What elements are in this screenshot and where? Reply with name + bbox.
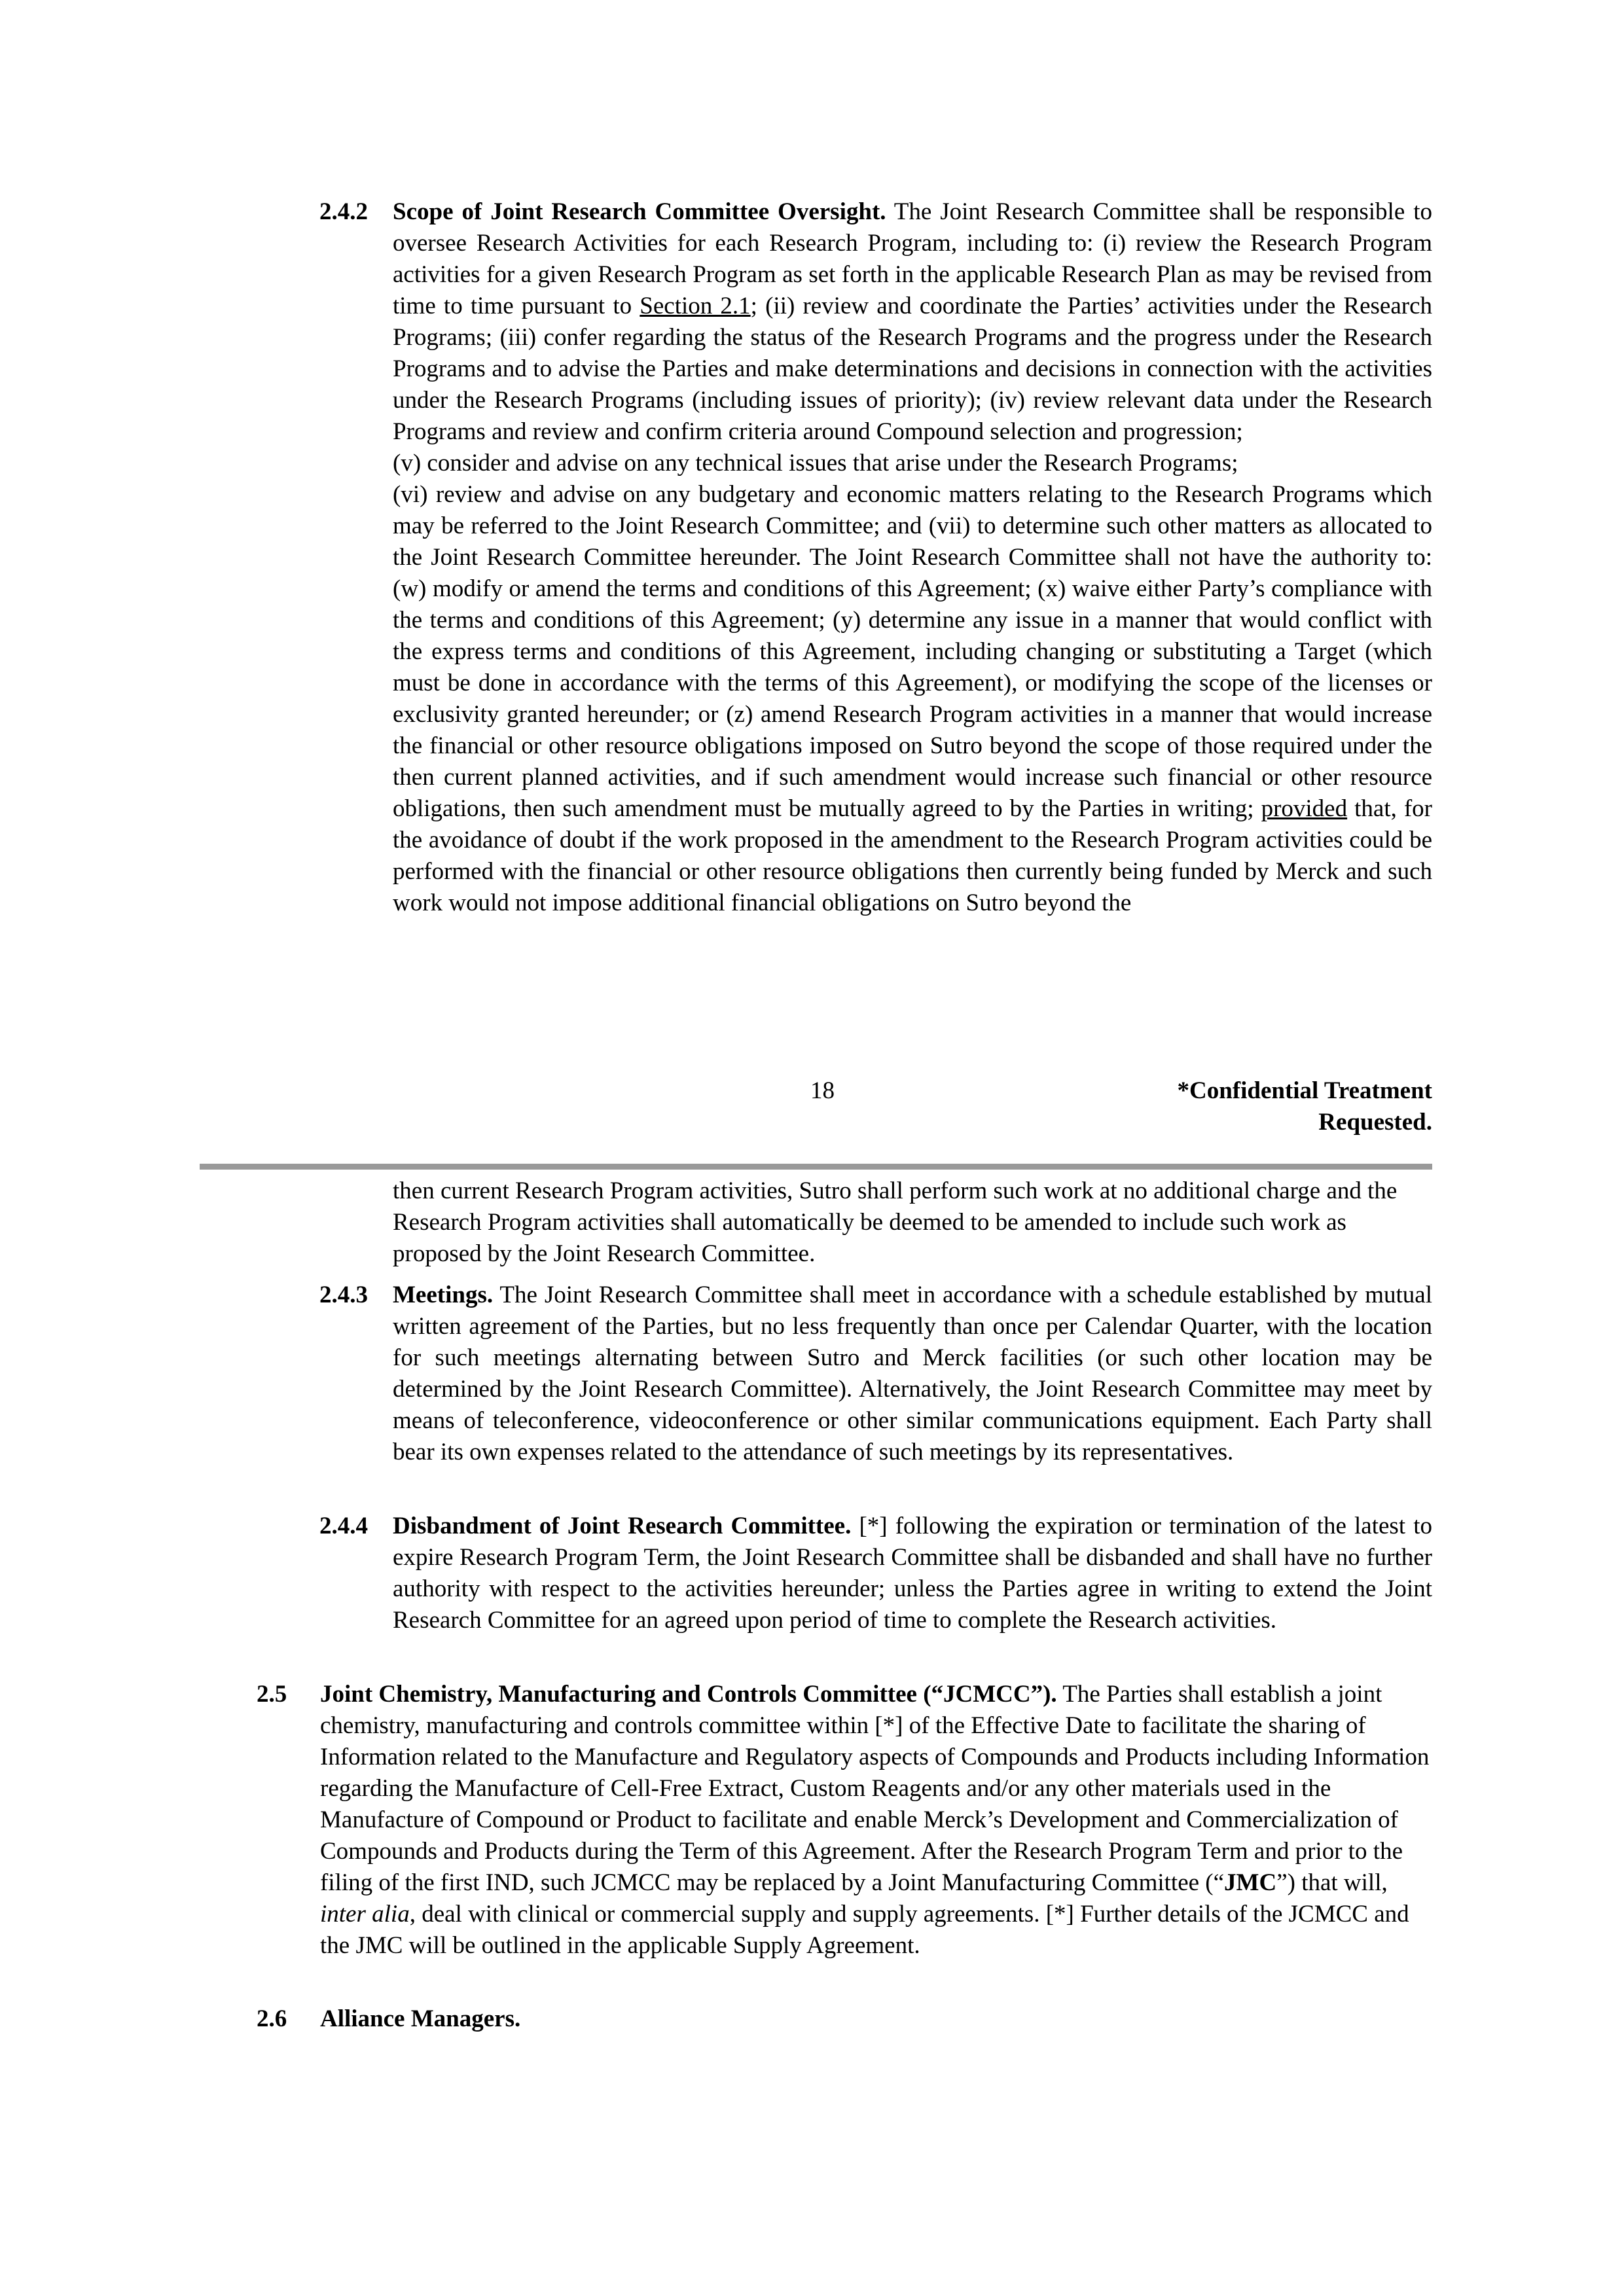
confidential-line-1: *Confidential Treatment xyxy=(1177,1077,1432,1104)
section-number: 2.4.2 xyxy=(319,198,368,225)
section-text: The Joint Research Committee shall be responsible to oversee Research Activities for each Research Program, including to: (i) review the Research Program activities for a given Research Program as set forth in the applicable Research Plan as may be revised from time to time pursuant to xyxy=(393,198,1432,319)
section-heading: Scope of Joint Research Committee Oversight. xyxy=(393,198,886,225)
section-heading: Disbandment of Joint Research Committee. xyxy=(393,1513,852,1539)
section-text: , deal with clinical or commercial supply and supply agreements. [*] Further details of the JCMCC and the JMC will be outlined in the applicable Supply Agreement. xyxy=(320,1901,1409,1959)
section-heading: Joint Chemistry, Manufacturing and Controls Committee (“JCMCC”). xyxy=(320,1681,1057,1708)
section-heading: Meetings. xyxy=(393,1282,494,1308)
section-2-1-reference[interactable]: Section 2.1 xyxy=(640,293,751,319)
section-2-4-2 xyxy=(319,196,1432,919)
section-text: [*] following the expiration or termination of the latest to expire Research Program Term, the Joint Research Committee shall be disbanded and shall have no further authority with respect to the activities hereunder; unless the Parties agree in writing to extend the Joint Research Committee for an agreed upon period of time to complete the Research activities. xyxy=(393,1513,1432,1634)
confidential-line-2: Requested. xyxy=(1318,1109,1432,1136)
section-number: 2.6 xyxy=(257,2005,287,2032)
section-2-5 xyxy=(257,1679,1432,1962)
section-2-6 xyxy=(257,2003,1432,2035)
section-number: 2.4.3 xyxy=(319,1282,368,1308)
section-2-4-4 xyxy=(319,1511,1432,1636)
continuation-paragraph: then current Research Program activities, Sutro shall perform such work at no additional charge and the Research Program activities shall automatically be deemed to be amended to include such work as proposed by the Joint Research Committee. xyxy=(393,1177,1398,1267)
section-text: ”) that will, xyxy=(1276,1869,1388,1896)
section-body xyxy=(320,1679,1432,1962)
confidential-notice xyxy=(1177,1075,1432,1138)
section-2-4-3 xyxy=(319,1280,1432,1468)
page-number: 18 xyxy=(810,1077,835,1104)
section-body xyxy=(393,196,1432,919)
section-text: ; (ii) review and coordinate the Parties’ activities under the Research Programs; (iii) confer regarding the status of the Research Programs and the progress under the Research Programs and to advise the Parties and make determinations and decisions in connection with the activities under the Research Programs (including issues of priority); (iv) review relevant data under the Research Programs and review and confirm criteria around Compound selection and progression; xyxy=(393,293,1433,445)
jmc-term: JMC xyxy=(1224,1869,1277,1896)
section-number: 2.5 xyxy=(257,1681,287,1708)
section-text: (vi) review and advise on any budgetary and economic matters relating to the Research Programs which may be referred to the Joint Research Committee; and (vii) to determine such other matters as allocated to the Joint Research Committee hereunder. The Joint Research Committee shall not have the authority to: (w) modify or amend the terms and conditions of this Agreement; (x) waive either Party’s compliance with the terms and conditions of this Agreement; (y) determine any issue in a manner that would conflict with the express terms and conditions of this Agreement, including changing or substituting a Target (which must be done in accordance with the terms of this Agreement), or modifying the scope of the licenses or exclusivity granted hereunder; or (z) amend Research Program activities in a manner that would increase the financial or other resource obligations imposed on Sutro beyond the scope of those required under the then current planned activities, and if such amendment would increase such financial or other resource obligations, then such amendment must be mutually agreed to by the Parties in writing; xyxy=(393,481,1432,822)
section-heading: Alliance Managers. xyxy=(320,2005,521,2032)
section-body xyxy=(393,1511,1432,1636)
section-text: The Joint Research Committee shall meet in accordance with a schedule established by mutual written agreement of the Parties, but no less frequently than once per Calendar Quarter, with the location for such meetings alternating between Sutro and Merck facilities (or such other location may be determined by the Joint Research Committee). Alternatively, the Joint Research Committee may meet by means of teleconference, videoconference or other similar communications equipment. Each Party shall bear its own expenses related to the attendance of such meetings by its representatives. xyxy=(393,1282,1432,1465)
section-text: that, for the avoidance of doubt if the work proposed in the amendment to the Research Program activities could be performed with the financial or other resource obligations then currently being funded by Merck and such work would not impose additional financial obligations on Sutro beyond the xyxy=(393,795,1432,916)
provided-term: provided xyxy=(1261,795,1348,822)
section-text: (v) consider and advise on any technical issues that arise under the Research Programs; xyxy=(393,450,1238,476)
section-number: 2.4.4 xyxy=(319,1513,368,1539)
section-text: The Parties shall establish a joint chemistry, manufacturing and controls committee within [*] of the Effective Date to facilitate the sharing of Information related to the Manufacture and Regulatory aspects of Compounds and Products including Information regarding the Manufacture of Cell-Free Extract, Custom Reagents and/or any other materials used in the Manufacture of Compound or Product to facilitate and enable Merck’s Development and Commercialization of Compounds and Products during the Term of this Agreement. After the Research Program Term and prior to the filing of the first IND, such JCMCC may be replaced by a Joint Manufacturing Committee (“ xyxy=(320,1681,1430,1896)
section-body xyxy=(320,2003,1432,2035)
inter-alia-term: inter alia xyxy=(320,1901,410,1928)
section-body xyxy=(393,1280,1432,1468)
page-divider xyxy=(200,1164,1432,1170)
